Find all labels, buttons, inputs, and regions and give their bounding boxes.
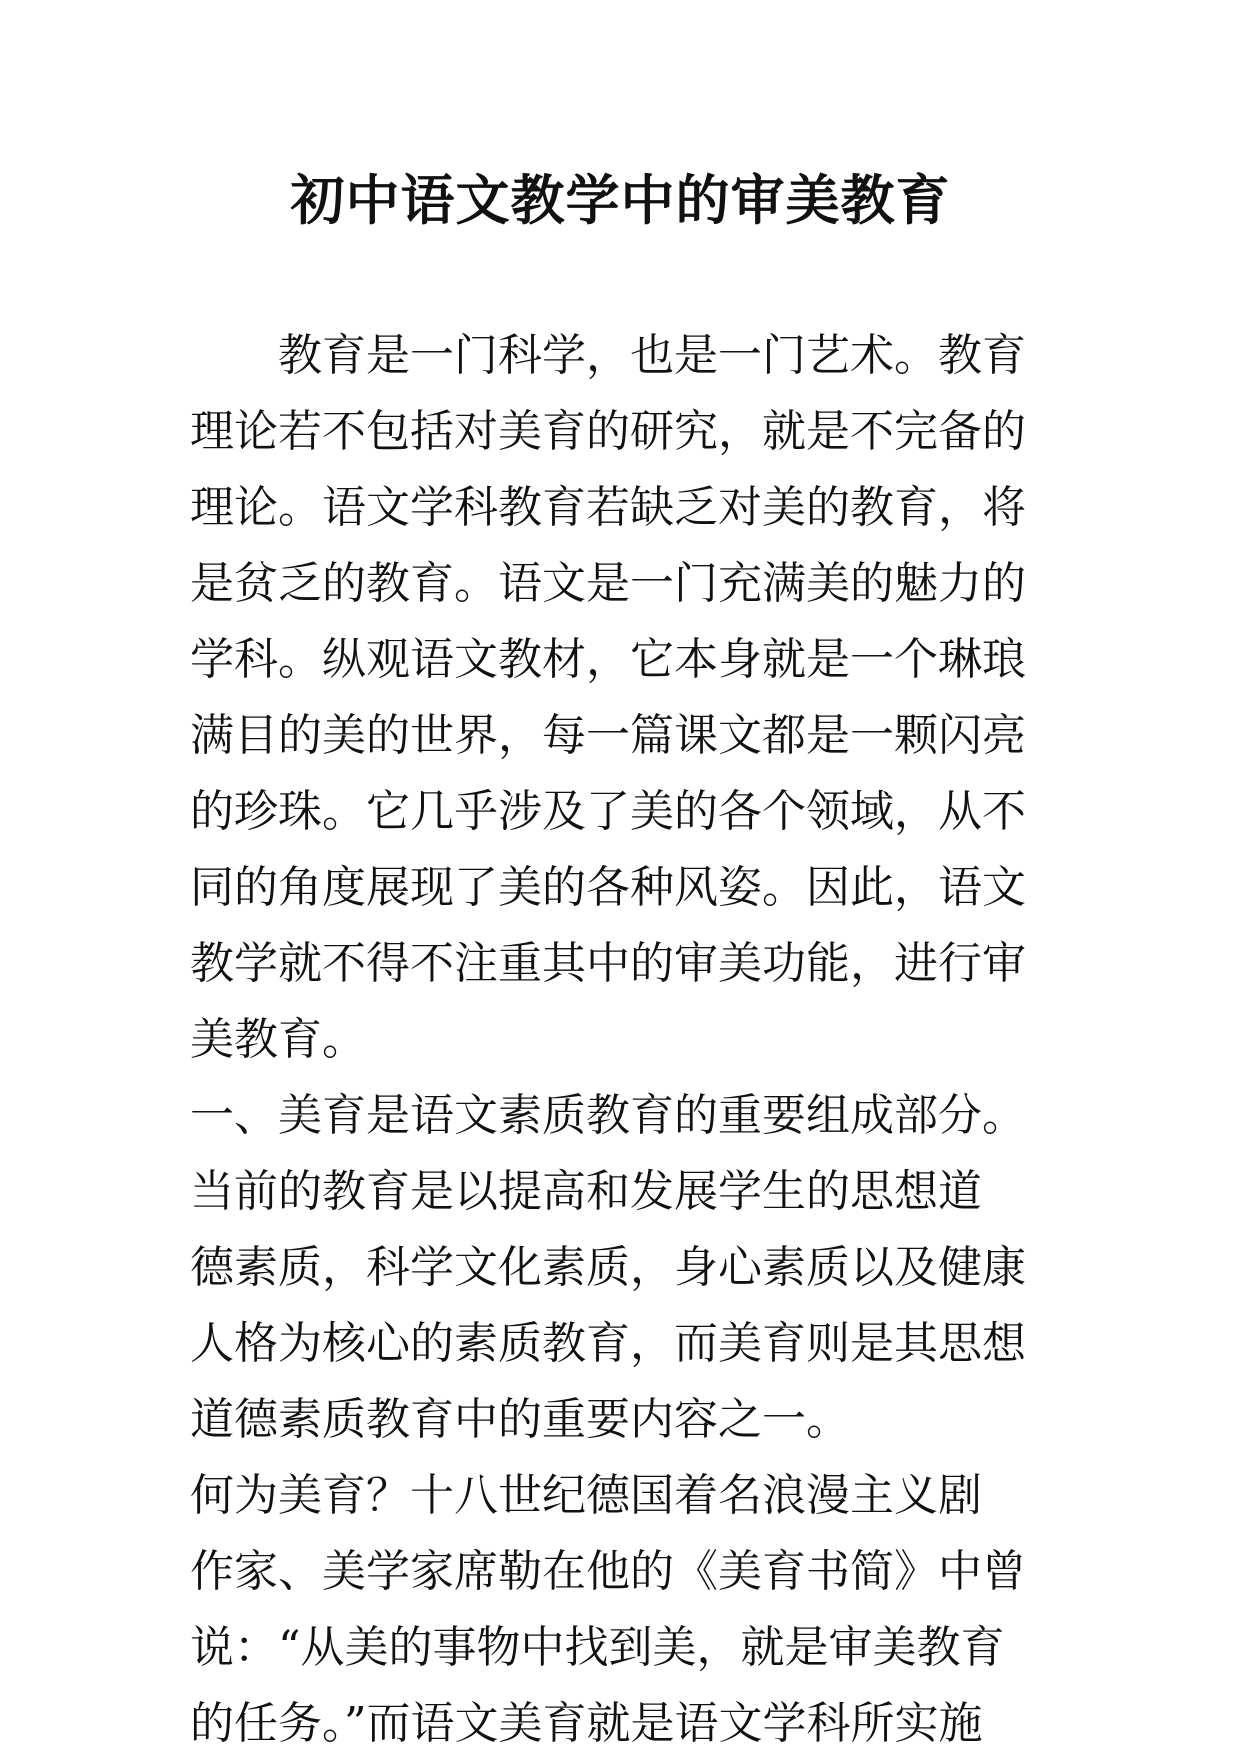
body-line: 人格为核心的素质教育，而美育则是其思想 bbox=[190, 1318, 1026, 1369]
body-line: 德素质，科学文化素质，身心素质以及健康 bbox=[190, 1242, 1026, 1293]
body-line: 理论若不包括对美育的研究，就是不完备的 bbox=[190, 406, 1026, 457]
body-line: 同的角度展现了美的各种风姿。因此，语文 bbox=[190, 862, 1026, 913]
body-line: 当前的教育是以提高和发展学生的思想道 bbox=[190, 1166, 982, 1217]
document-body bbox=[190, 318, 1070, 1762]
document-title: 初中语文教学中的审美教育 bbox=[290, 168, 951, 232]
body-line: 学科。纵观语文教材，它本身就是一个琳琅 bbox=[190, 634, 1026, 685]
body-line: 的任务。”而语文美育就是语文学科所实施 bbox=[190, 1698, 983, 1749]
body-line: 满目的美的世界，每一篇课文都是一颗闪亮 bbox=[190, 710, 1026, 761]
section-heading: 一、美育是语文素质教育的重要组成部分。 bbox=[190, 1090, 1026, 1141]
body-line: 美教育。 bbox=[190, 1014, 366, 1065]
body-line: 何为美育？十八世纪德国着名浪漫主义剧 bbox=[190, 1470, 982, 1521]
body-line: 是贫乏的教育。语文是一门充满美的魅力的 bbox=[190, 558, 1026, 609]
body-line: 教育是一门科学，也是一门艺术。教育 bbox=[278, 330, 1026, 381]
body-line: 教学就不得不注重其中的审美功能，进行审 bbox=[190, 938, 1026, 989]
body-line: 理论。语文学科教育若缺乏对美的教育，将 bbox=[190, 482, 1026, 533]
body-line: 说：“从美的事物中找到美，就是审美教育 bbox=[190, 1622, 1005, 1673]
body-line: 道德素质教育中的重要内容之一。 bbox=[190, 1394, 850, 1445]
body-line: 作家、美学家席勒在他的《美育书简》中曾 bbox=[190, 1546, 1026, 1597]
body-line: 的珍珠。它几乎涉及了美的各个领域，从不 bbox=[190, 786, 1026, 837]
